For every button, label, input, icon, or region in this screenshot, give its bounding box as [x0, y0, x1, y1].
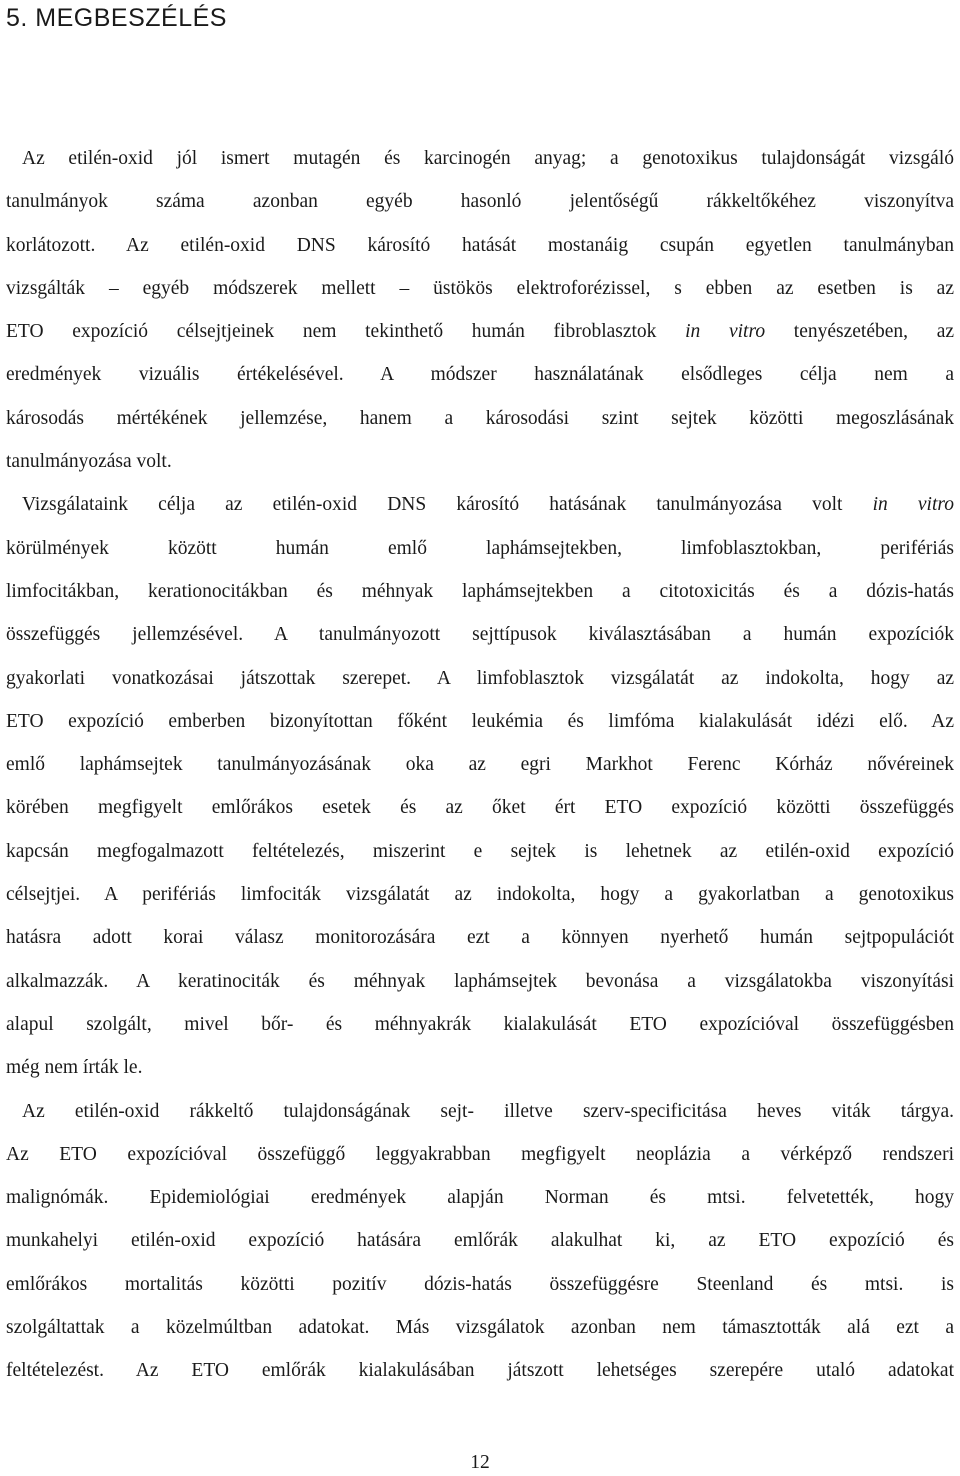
text-line — [6, 1176, 954, 1219]
page-number: 12 — [470, 1452, 490, 1473]
text-segment: emlő laphámsejtek tanulmányozásának oka az egri Markhot Ferenc Kórház nővéreinek — [6, 754, 954, 776]
text-line — [6, 873, 954, 916]
body-text — [6, 137, 954, 1393]
text-segment: szolgáltattak a közelmúltban adatokat. Más vizsgálatok azonban nem támasztották alá ezt a — [6, 1317, 954, 1339]
text-segment: tanulmányok száma azonban egyéb hasonló jelentőségű rákkeltőkéhez viszonyítva — [6, 191, 954, 213]
text-segment: kapcsán megfogalmazott feltételezés, miszerint e sejtek is lehetnek az etilén-oxid expozíció — [6, 840, 954, 862]
text-line — [6, 397, 954, 440]
text-line — [6, 527, 954, 570]
text-line — [6, 180, 954, 223]
paragraph — [6, 137, 954, 483]
text-segment: ETO expozíció célsejtjeinek nem tekinthető humán fibroblasztok — [6, 321, 686, 343]
text-segment: Az etilén-oxid rákkeltő tulajdonságának sejt- illetve szerv-specificitása heves viták tárgya. — [22, 1100, 954, 1122]
text-line — [6, 1003, 954, 1046]
text-segment: vizsgálták – egyéb módszerek mellett – üstökös elektroforézissel, s ebben az esetben is az — [6, 277, 954, 299]
text-segment: malignómák. Epidemiológiai eredmények alapján Norman és mtsi. felvetették, hogy — [6, 1187, 954, 1209]
text-segment: Az etilén-oxid jól ismert mutagén és karcinogén anyag; a genotoxikus tulajdonságát vizsgáló — [22, 148, 954, 169]
text-segment: limfocitákban, kerationocitákban és méhnyak laphámsejtekben a citotoxicitás és a dózis-hatás — [6, 580, 954, 602]
text-line — [6, 224, 954, 267]
text-line — [6, 700, 954, 743]
text-segment: munkahelyi etilén-oxid expozíció hatására emlőrák alakulhat ki, az ETO expozíció és — [6, 1230, 954, 1252]
text-segment: még nem írták le. — [6, 1057, 143, 1079]
text-line — [6, 916, 954, 959]
text-segment: alapul szolgált, mivel bőr- és méhnyakrák kialakulását ETO expozícióval összefüggésben — [6, 1013, 954, 1035]
text-segment: célsejtjei. A perifériás limfociták vizsgálatát az indokolta, hogy a gyakorlatban a genotoxikus — [6, 884, 954, 906]
text-line — [6, 830, 954, 873]
text-line — [6, 1263, 954, 1306]
paragraph — [6, 1090, 954, 1393]
text-line — [6, 440, 954, 483]
text-segment: összefüggés jellemzésével. A tanulmányozott sejttípusok kiválasztásában a humán expozíciók — [6, 624, 954, 646]
text-segment: korlátozott. Az etilén-oxid DNS károsító hatását mostanáig csupán egyetlen tanulmányban — [6, 234, 954, 256]
text-line — [6, 786, 954, 829]
text-segment: károsodás mértékének jellemzése, hanem a károsodási szint sejtek közötti megoszlásának — [6, 407, 954, 429]
text-line — [6, 310, 954, 353]
text-line — [6, 483, 954, 526]
text-segment: hatásra adott korai válasz monitorozására ezt a könnyen nyerhető humán sejtpopulációt — [6, 927, 954, 949]
text-line — [6, 960, 954, 1003]
text-line — [6, 1090, 954, 1133]
text-line — [6, 267, 954, 310]
section-heading: 5. MEGBESZÉLÉS — [6, 4, 227, 32]
text-line — [6, 570, 954, 613]
text-line — [6, 353, 954, 396]
text-line — [6, 657, 954, 700]
text-line — [6, 613, 954, 656]
text-line — [6, 1133, 954, 1176]
text-segment: eredmények vizuális értékelésével. A módszer használatának elsődleges célja nem a — [6, 364, 954, 386]
italic-text: in vitro — [872, 494, 954, 516]
text-segment: feltételezést. Az ETO emlőrák kialakulásában játszott lehetséges szerepére utaló adatokat — [6, 1360, 954, 1382]
text-segment: tanulmányozása volt. — [6, 451, 172, 473]
text-segment: ETO expozíció emberben bizonyítottan főként leukémia és limfóma kialakulását idézi elő. Az — [6, 710, 954, 732]
text-segment: körében megfigyelt emlőrákos esetek és az őket ért ETO expozíció közötti összefüggés — [6, 797, 954, 819]
italic-text: in vitro — [685, 321, 766, 343]
paragraph — [6, 483, 954, 1089]
text-segment: emlőrákos mortalitás közötti pozitív dózis-hatás összefüggésre Steenland és mtsi. is — [6, 1273, 954, 1295]
text-line — [6, 1219, 954, 1262]
text-segment: Az ETO expozícióval összefüggő leggyakrabban megfigyelt neoplázia a vérképző rendszeri — [6, 1143, 954, 1165]
text-line — [6, 1349, 954, 1392]
text-segment: körülmények között humán emlő laphámsejtekben, limfoblasztokban, perifériás — [6, 537, 954, 559]
text-line — [6, 1306, 954, 1349]
text-segment: gyakorlati vonatkozásai játszottak szerepet. A limfoblasztok vizsgálatát az indokolta, hogy az — [6, 667, 954, 689]
text-line — [6, 137, 954, 180]
text-segment: Vizsgálataink célja az etilén-oxid DNS károsító hatásának tanulmányozása volt — [22, 494, 873, 516]
text-segment: alkalmazzák. A keratinociták és méhnyak laphámsejtek bevonása a vizsgálatokba viszonyítási — [6, 970, 954, 992]
text-segment: tenyészetében, az — [765, 321, 955, 343]
text-line — [6, 743, 954, 786]
text-line — [6, 1046, 954, 1089]
